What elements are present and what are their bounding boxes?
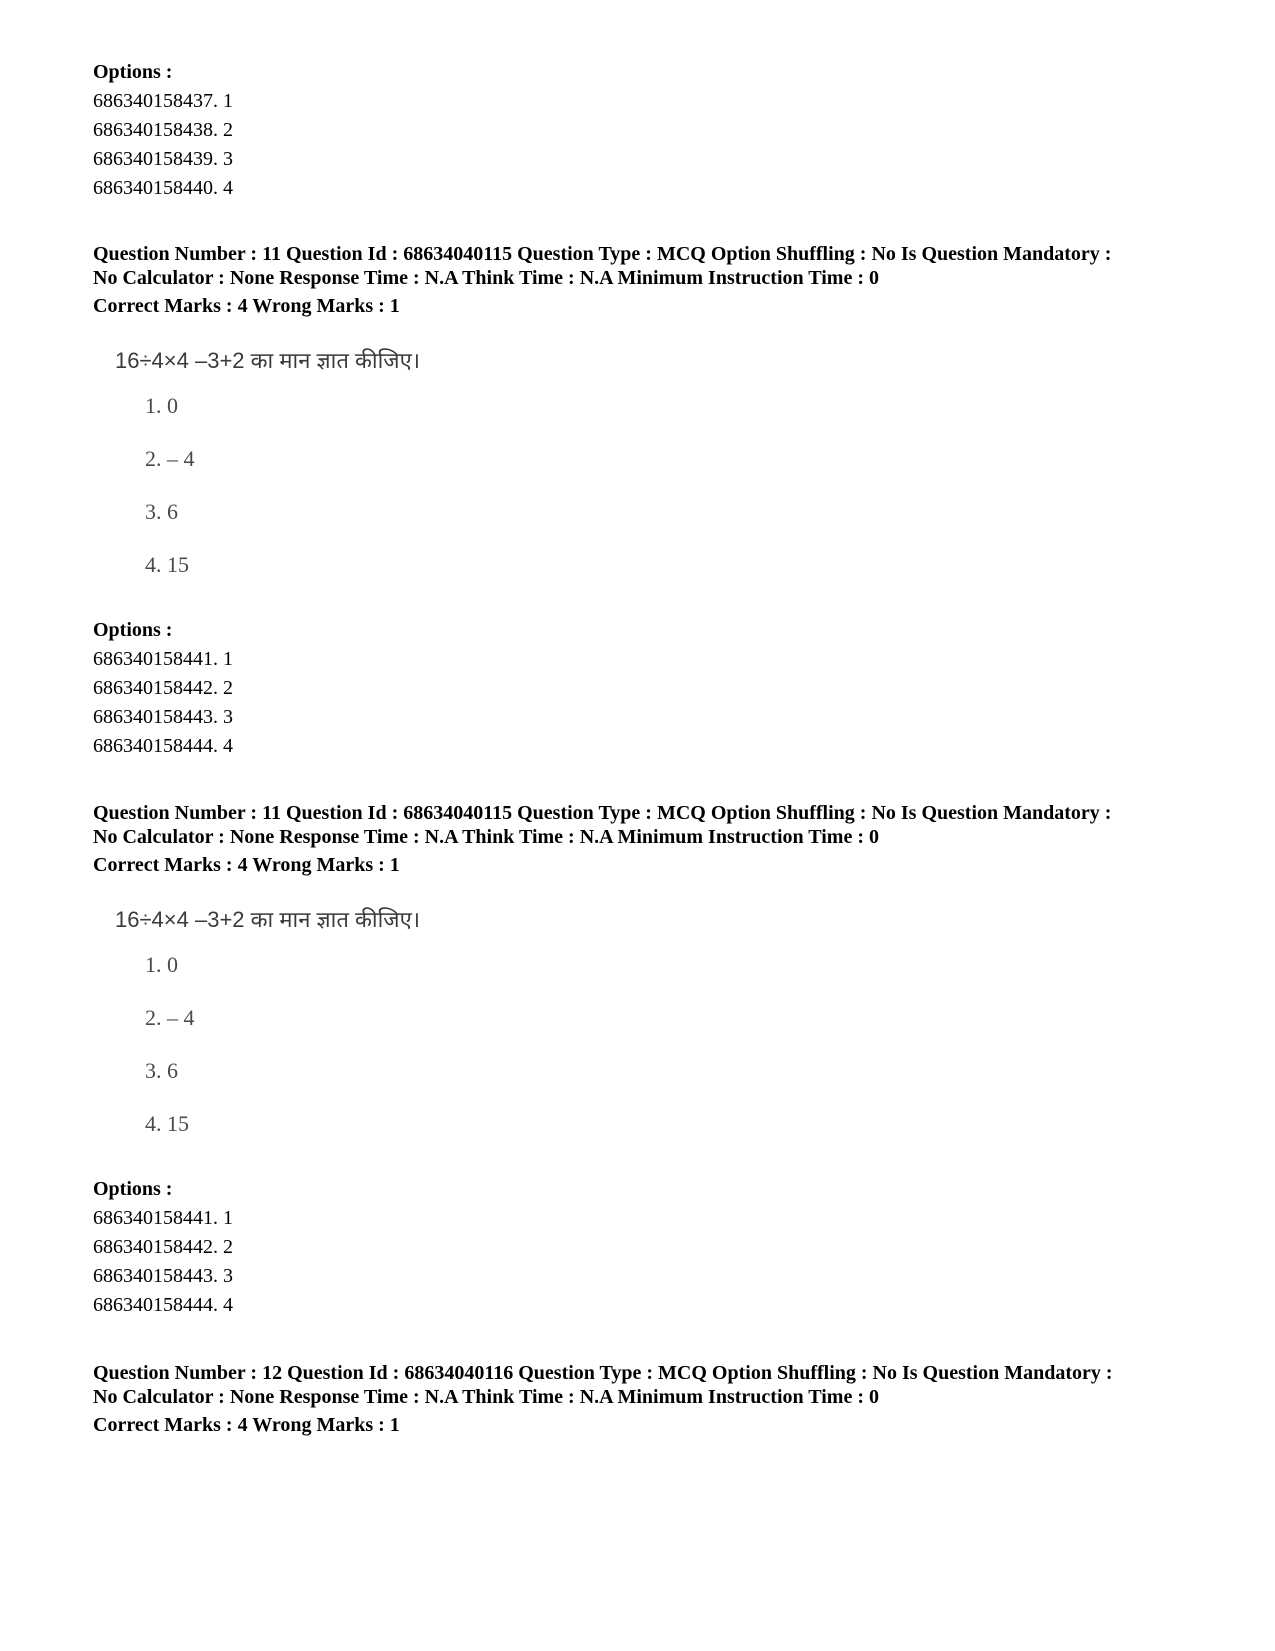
option-id-line: 686340158438. 2 bbox=[93, 119, 233, 141]
question-image bbox=[115, 905, 455, 1155]
question-marks: Correct Marks : 4 Wrong Marks : 1 bbox=[93, 854, 400, 876]
question-marks: Correct Marks : 4 Wrong Marks : 1 bbox=[93, 1414, 400, 1436]
question-header bbox=[93, 242, 1111, 318]
options-label: Options : bbox=[93, 1178, 173, 1200]
option-id-line: 686340158441. 1 bbox=[93, 1207, 233, 1229]
question-marks: Correct Marks : 4 Wrong Marks : 1 bbox=[93, 295, 400, 317]
question-meta-line: No Calculator : None Response Time : N.A Think Time : N.A Minimum Instruction Time : 0 bbox=[93, 267, 879, 289]
answer-choice: 2. – 4 bbox=[145, 446, 195, 471]
answer-choice: 1. 0 bbox=[145, 952, 178, 977]
option-id-line: 686340158444. 4 bbox=[93, 1294, 233, 1316]
options-block bbox=[93, 616, 233, 761]
options-label: Options : bbox=[93, 619, 173, 641]
option-id-line: 686340158443. 3 bbox=[93, 706, 233, 728]
question-meta-line: Question Number : 11 Question Id : 68634040115 Question Type : MCQ Option Shuffling : No Is Question Mandatory : bbox=[93, 802, 1112, 824]
question-text: 16÷4×4 –3+2 का मान ज्ञात कीजिए। bbox=[115, 907, 421, 932]
option-id-line: 686340158442. 2 bbox=[93, 1236, 233, 1258]
option-id-line: 686340158437. 1 bbox=[93, 90, 233, 112]
question-meta-line: No Calculator : None Response Time : N.A Think Time : N.A Minimum Instruction Time : 0 bbox=[93, 826, 879, 848]
question-meta-line: Question Number : 12 Question Id : 68634040116 Question Type : MCQ Option Shuffling : No Is Question Mandatory : bbox=[93, 1362, 1113, 1384]
options-block bbox=[93, 58, 233, 203]
option-id-line: 686340158442. 2 bbox=[93, 677, 233, 699]
option-id-line: 686340158441. 1 bbox=[93, 648, 233, 670]
answer-choice: 3. 6 bbox=[145, 1058, 178, 1083]
option-id-line: 686340158439. 3 bbox=[93, 148, 233, 170]
question-meta-line: Question Number : 11 Question Id : 68634040115 Question Type : MCQ Option Shuffling : No Is Question Mandatory : bbox=[93, 243, 1112, 265]
question-text: 16÷4×4 –3+2 का मान ज्ञात कीजिए। bbox=[115, 348, 421, 373]
option-id-line: 686340158444. 4 bbox=[93, 735, 233, 757]
options-block bbox=[93, 1175, 233, 1320]
option-id-line: 686340158443. 3 bbox=[93, 1265, 233, 1287]
question-meta-line: No Calculator : None Response Time : N.A Think Time : N.A Minimum Instruction Time : 0 bbox=[93, 1386, 879, 1408]
answer-choice: 2. – 4 bbox=[145, 1005, 195, 1030]
answer-choice: 1. 0 bbox=[145, 393, 178, 418]
question-image bbox=[115, 346, 455, 596]
question-header bbox=[93, 1361, 1113, 1437]
answer-choice: 4. 15 bbox=[145, 1111, 189, 1136]
answer-choice: 3. 6 bbox=[145, 499, 178, 524]
question-header bbox=[93, 801, 1111, 877]
options-label: Options : bbox=[93, 61, 173, 83]
option-id-line: 686340158440. 4 bbox=[93, 177, 233, 199]
answer-choice: 4. 15 bbox=[145, 552, 189, 577]
